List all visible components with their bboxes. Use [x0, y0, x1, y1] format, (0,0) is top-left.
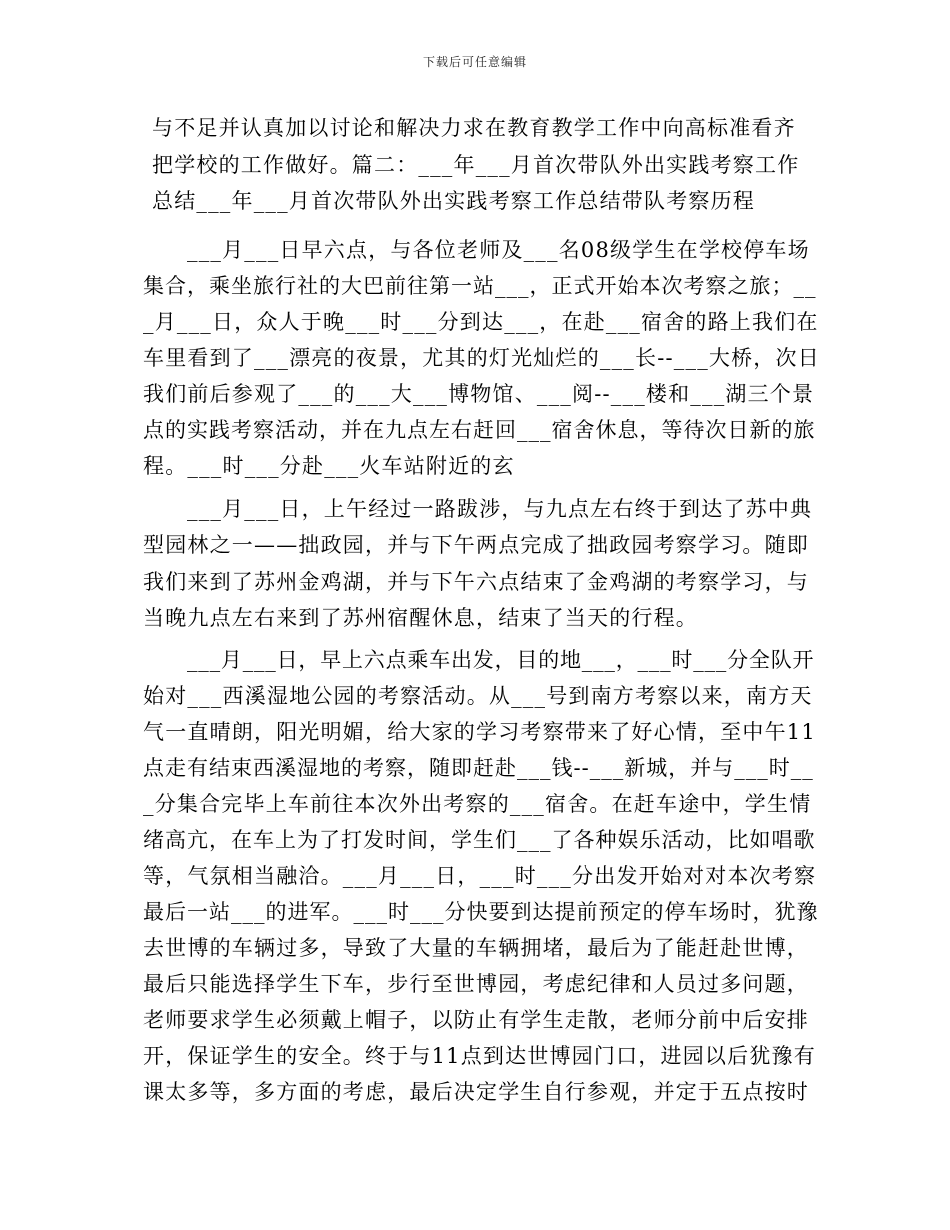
- text-line: 最后只能选择学生下车，步行至世博园，考虑纪律和人员过多问题，: [143, 972, 809, 996]
- text-line: 程。___时___分赴___火车站附近的玄: [143, 454, 515, 478]
- text-line: 点的实践考察活动，并在九点左右赶回___宿舍休息，等待次日新的旅: [143, 418, 816, 442]
- text-line: 把学校的工作做好。篇二：___年___月首次带队外出实践考察工作: [152, 153, 800, 177]
- text-line: 点走有结束西溪湿地的考察，随即赶赴___钱--___新城，并与___时__: [143, 756, 814, 780]
- text-line: 我们来到了苏州金鸡湖，并与下午六点结束了金鸡湖的考察学习，与: [143, 570, 809, 594]
- text-line: 始对___西溪湿地公园的考察活动。从___号到南方考察以来，南方天: [143, 684, 813, 708]
- text-line: 去世博的车辆过多，导致了大量的车辆拥堵，最后为了能赶赴世博，: [143, 936, 809, 960]
- text-line: 总结___年___月首次带队外出实践考察工作总结带队考察历程: [152, 189, 755, 213]
- text-line: _月___日，众人于晚___时___分到达___，在赴___宿舍的路上我们在: [143, 310, 819, 334]
- text-line: 当晚九点左右来到了苏州宿醒休息，结束了当天的行程。: [143, 606, 698, 630]
- text-line: 型园林之一——拙政园，并与下午两点完成了拙政园考察学习。随即: [143, 533, 809, 557]
- text-line: 车里看到了___漂亮的夜景，尤其的灯光灿烂的___长--___大桥，次日: [143, 346, 820, 370]
- text-line: 与不足并认真加以讨论和解决力求在教育教学工作中向高标准看齐: [152, 116, 796, 140]
- text-line: 绪高亢，在车上为了打发时间，学生们___了各种娱乐活动，比如唱歌: [143, 828, 816, 852]
- text-line: 我们前后参观了___的___大___博物馆、___阅--___楼和___湖三个景: [143, 382, 815, 406]
- text-line: 老师要求学生必须戴上帽子，以防止有学生走散，老师分前中后安排: [143, 1008, 809, 1032]
- text-line: ___月___日早六点，与各位老师及___名08级学生在学校停车场: [187, 238, 810, 262]
- text-line: 等，气氛相当融洽。___月___日，___时___分出发开始对对本次考察: [143, 864, 817, 888]
- text-line: ___月___日，早上六点乘车出发，目的地___，___时___分全队开: [187, 648, 815, 672]
- text-line: _分集合完毕上车前往本次外出考察的___宿舍。在赶车途中，学生情: [143, 792, 812, 816]
- page-header: 下载后可任意编辑: [422, 55, 527, 69]
- text-line: 气一直晴朗，阳光明媚，给大家的学习考察带来了好心情，至中午11: [143, 720, 816, 744]
- text-line: 集合，乘坐旅行社的大巴前往第一站___，正式开始本次考察之旅；__: [143, 274, 817, 298]
- text-line: ___月___日，上午经过一路跋涉，与九点左右终于到达了苏中典: [187, 497, 813, 521]
- text-line: 课太多等，多方面的考虑，最后决定学生自行参观，并定于五点按时: [143, 1080, 809, 1104]
- text-line: 最后一站___的进军。___时___分快要到达提前预定的停车场时，犹豫: [143, 900, 819, 924]
- text-line: 开，保证学生的安全。终于与11点到达世博园门口，进园以后犹豫有: [143, 1044, 816, 1068]
